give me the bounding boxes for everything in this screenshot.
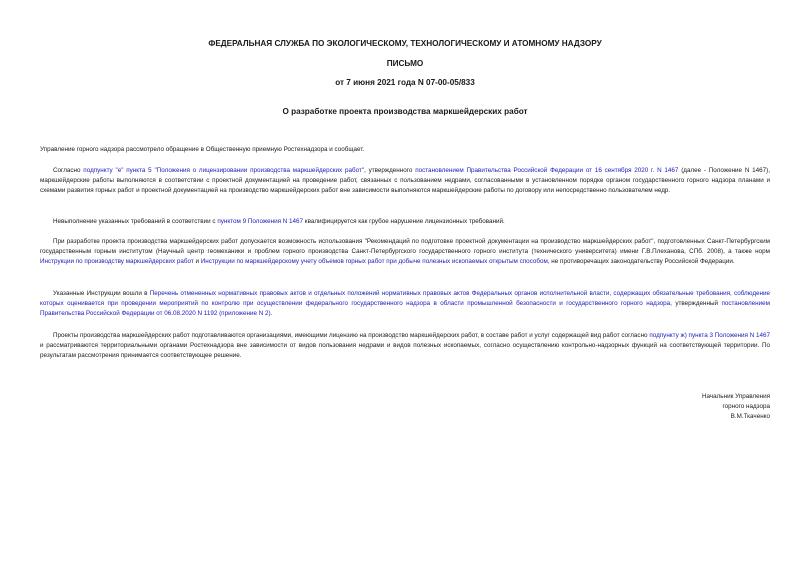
signature-name: В.М.Ткаченко: [730, 413, 770, 420]
paragraph-4-text-c: , не противоречащих законодательству Российской Федерации.: [547, 258, 735, 266]
paragraph-1: [40, 145, 770, 155]
paragraph-4-text-b: и: [193, 258, 201, 266]
paragraph-4: [40, 237, 770, 268]
paragraph-2: [40, 166, 770, 197]
paragraph-4-text-a: При разработке проекта производства маркшейдерских работ допускается возможность использования "Рекомендаций по подготовке проектной документации на производство маркшейдерских работ", подготовленных Санкт-Петербургским государственным горным институтом (Научный центр геомеханики и проблем горного производства Санкт-Петербургского государственного горного института (технического университета) имени Г.В.Плеханова, СПб. 2008), а также норм: [40, 238, 770, 256]
link-punkt-9-polozheniya[interactable]: пунктом 9 Положения N 1467: [217, 218, 304, 225]
link-instrukciya-ucheta-obemov[interactable]: Инструкции по маркшейдерскому учету объемов горных работ при добыче полезных ископаемых открытым способом: [200, 258, 548, 266]
paragraph-5-text-c: .: [270, 310, 273, 318]
paragraph-3: [40, 217, 770, 227]
link-podpunkt-e-punkta-5[interactable]: подпункту "е" пункта 5 "Положения о лицензировании производства маркшейдерских работ": [83, 167, 365, 174]
link-perechen-otmenennyh-aktov[interactable]: Перечень отмененных нормативных правовых актов и отдельных положений нормативных правовых актов Федеральных органов исполнительной власти, содержащих обязательные требования, соблюдение которых оценивается при проведении мероприятий по контролю при осуществлении федерального государственного надзора в области промышленной безопасности и государственного горного надзора: [40, 290, 770, 308]
paragraph-3-text-b: квалифицируется как грубое нарушение лицензионных требований.: [303, 218, 505, 225]
link-postanovlenie-1192[interactable]: постановлением Правительства Российской Федерации от 06.08.2020 N 1192 (приложение N 2): [40, 300, 770, 318]
paragraph-6-text-a: Проекты производства маркшейдерских работ подготавливаются организациями, имеющими лицензию на производство маркшейдерских работ, в составе работ и услуг содержащей вид работ согласно: [53, 332, 650, 339]
document-type: ПИСЬМО: [386, 59, 424, 68]
link-instrukciya-marksheyderskih-rabot[interactable]: Инструкции по производству маркшейдерских работ: [40, 258, 194, 266]
paragraph-5-text-b: , утвержденный: [670, 300, 722, 308]
link-postanovlenie-1467[interactable]: постановлением Правительства Российской Федерации от 16 сентября 2020 г. N 1467: [415, 167, 679, 174]
paragraph-6-text-b: и рассматриваются территориальными органами Ростехнадзора вне зависимости от видов пользования недрами и видов полезных ископаемых, согласно осуществлению контрольно-надзорных функций на соответствующей территории. По результатам рассмотрения принимается соответствующее решение.: [40, 342, 770, 360]
document-subject: О разработке проекта производства маркшейдерских работ: [282, 107, 528, 116]
signature-department: горного надзора: [722, 403, 770, 410]
document-page: [40, 0, 770, 571]
paragraph-2-text-a: Согласно: [53, 167, 84, 174]
paragraph-2-text-c: (далее - Положение N 1467), маркшейдерские работы выполняются в соответствии с проектной документацией на проведение работ, связанных с пользованием недрами, согласованными в установленном порядке органом государственного горного надзора планами и схемами развития горных работ и проектной документацией на производство маркшейдерских работ вне зависимости выполняются маркшейдерские работы по договору или непосредственно пользователем недр.: [40, 167, 771, 195]
link-podpunkt-zh-punkta-3[interactable]: подпункту ж) пункта 3 Положения N 1467: [649, 332, 770, 339]
document-date-number: от 7 июня 2021 года N 07-00-05/833: [335, 78, 475, 87]
paragraph-5-text-a: Указанные Инструкции вошли в: [53, 290, 150, 297]
paragraph-1-text: Управление горного надзора рассмотрело обращение в Общественную приемную Ростехнадзора и сообщает.: [40, 146, 365, 153]
paragraph-6: [40, 331, 770, 362]
paragraph-5: [40, 289, 770, 320]
agency-title: ФЕДЕРАЛЬНАЯ СЛУЖБА ПО ЭКОЛОГИЧЕСКОМУ, ТЕХНОЛОГИЧЕСКОМУ И АТОМНОМУ НАДЗОРУ: [208, 39, 602, 48]
signature-position: Начальник Управления: [701, 393, 770, 400]
paragraph-3-text-a: Невыполнение указанных требований в соответствии с: [53, 218, 218, 225]
paragraph-2-text-b: , утвержденного: [364, 167, 416, 174]
